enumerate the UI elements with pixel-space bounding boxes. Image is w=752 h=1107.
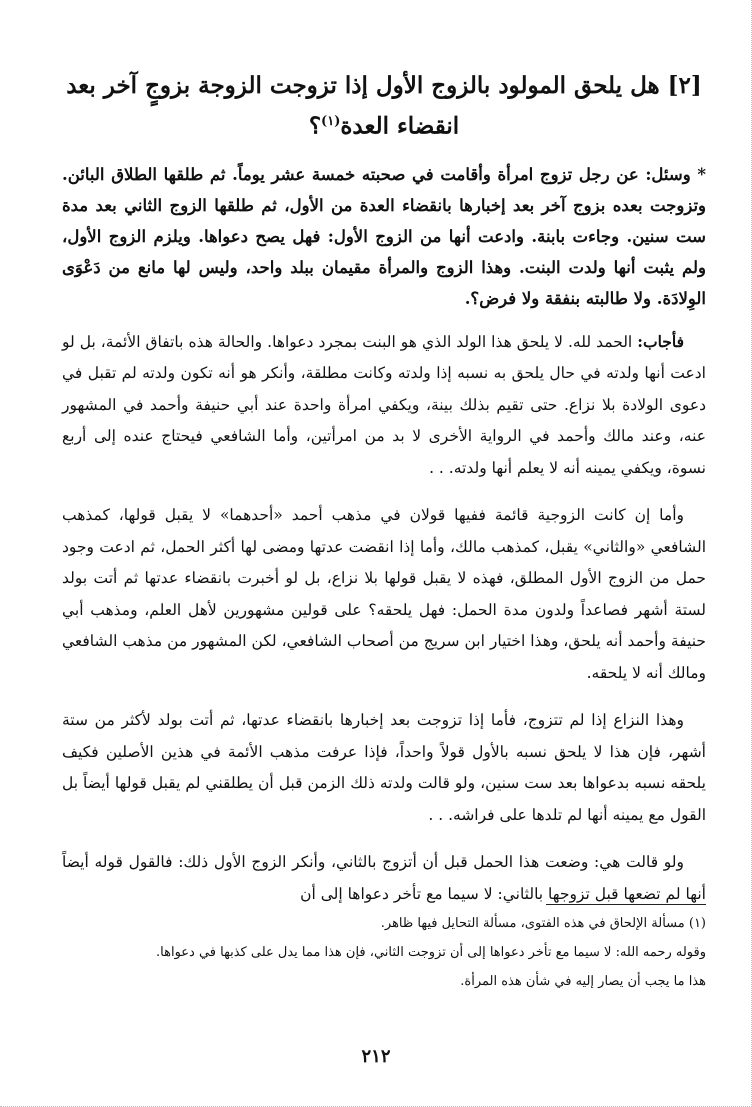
- footnote-2: وقوله رحمه الله: لا سيما مع تأخر دعواها إلى أن تزوجت الثاني، فإن هذا مما يدل على كذبها في دعواها.: [156, 945, 706, 960]
- answer-lead: فأجاب:: [637, 331, 684, 351]
- footnote-3: هذا ما يجب أن يصار إليه في شأن هذه المرأة.: [460, 974, 706, 989]
- footnote-divider: [546, 904, 706, 905]
- main-text: [62, 68, 706, 926]
- page-number: ٢١٢: [361, 1046, 391, 1067]
- footnote-ref: (١): [321, 114, 341, 129]
- answer-paragraph-3: وهذا النزاع إذا لم تتزوج، فأما إذا تزوجت بعد إخبارها بانقضاء عدتها، ثم أتت بولد لأكثر من ستة أشهر، فإن هذا لا يلحق نسبه بالأول قولاً واحداً، فإذا عرفت مذهب الأئمة في هذين الأصلين فكيف يلحقه نسبه بدعواها بعد ست سنين، ولو قالت ولدته ذلك الزمن قبل أن يطلقني لم يقبل قولها أيضاً بل القول مع يمينه أنها لم تلدها على فراشه. . .: [62, 711, 706, 824]
- question-paragraph: * وسئل: عن رجل تزوج امرأة وأقامت في صحبته خمسة عشر يوماً. ثم طلقها الطلاق البائن. وتزوجت بعده بزوج آخر بعد إخبارها بانقضاء العدة من الأول، ثم طلقها الزوج الثاني بعد مدة ست سنين. وجاءت بابنة. وادعت أنها من الزوج الأول: فهل يصح دعواها. ويلزم الزوج الأول، ولم يثبت أنها ولدت البنت. وهذا الزوج والمرأة مقيمان ببلد واحد، وليس لها مانع من دَعْوَى الوِلادَة. ولا طالبته بنفقة ولا فرض؟.: [62, 164, 706, 308]
- question-mark: ؟: [308, 112, 322, 140]
- answer-text-1: الحمد لله. لا يلحق هذا الولد الذي هو البنت بمجرد دعواها. والحالة هذه باتفاق الأئمة، بل لو ادعت أنها ولدته في حال يلحق به نسبه إذا ولدته وكانت مطلقة، وأنكر هو أنه تكون ولدته لم تقبل في دعوى الولادة بلا نزاع. حتى تقيم بذلك بينة، ويكفي امرأة واحدة عند أبي حنيفة وأحمد في المشهور عنه، وعند مالك وأحمد في الرواية الأخرى لا بد من امرأتين، وأما الشافعي فيحتاج عنده إلى أربع نسوة، ويكفي يمينه أنه لا يعلم أنها ولدته. . .: [62, 332, 706, 477]
- answer-paragraph-2: وأما إن كانت الزوجية قائمة ففيها قولان في مذهب أحمد «أحدهما» لا يقبل قولها، كمذهب الشافعي «والثاني» يقبل، كمذهب مالك، وأما إذا انقضت عدتها ومضى لها أكثر الحمل، ثم ادعت وجود حمل من الزوج الأول المطلق، فهذه لا يقبل قولها بلا نزاع، بل لو أخبرت بانقضاء عدتها ثم أتت بولد لستة أشهر فصاعداً ولدون مدة الحمل: فهل يلحقه؟ على قولين مشهورين لأهل العلم، ومذهب أبي حنيفة وأحمد أنه يلحق، وهذا اختيار ابن سريج من أصحاب الشافعي، لكن المشهور من مذهب الشافعي ومالك أنه لا يلحقه.: [62, 506, 706, 682]
- fatwa-number: [٢]: [667, 72, 702, 99]
- fatwa-title: [62, 68, 706, 145]
- fatwa-heading-text: هل يلحق المولود بالزوج الأول إذا تزوجت الزوجة بزوجٍ آخر بعد انقضاء العدة: [66, 72, 660, 140]
- answer-paragraph-1: [62, 326, 706, 485]
- footnotes: [62, 912, 706, 999]
- footnote-1: (١) مسألة الإلحاق في هذه الفتوى، مسألة التحايل فيها ظاهر.: [380, 916, 706, 931]
- answer-paragraph-4: ولو قالت هي: وضعت هذا الحمل قبل أن أتزوج بالثاني، وأنكر الزوج الأول ذلك: فالقول قوله أيضاً أنها لم تضعها قبل تزوجها بالثاني: لا سيما مع تأخر دعواها إلى أن: [62, 853, 706, 903]
